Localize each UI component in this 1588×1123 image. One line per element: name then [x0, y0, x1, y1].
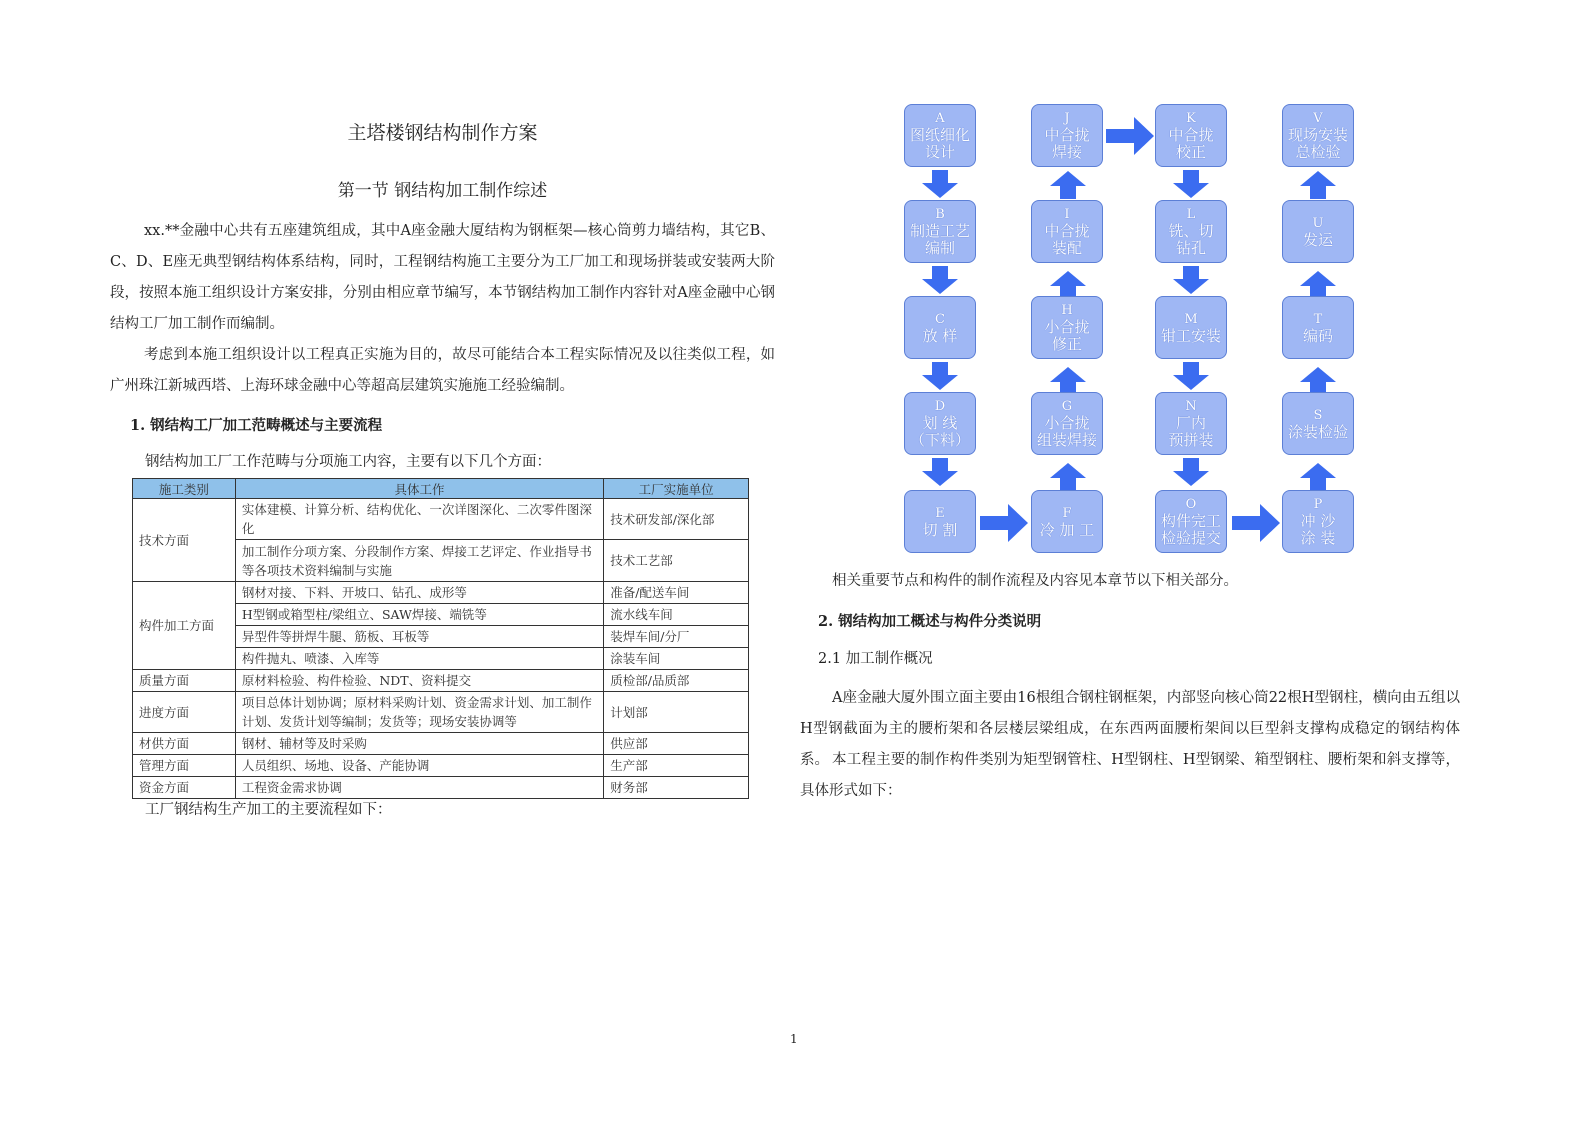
document-title: 主塔楼钢结构制作方案: [347, 122, 538, 144]
flow-box-text: 预拼装: [1168, 431, 1214, 449]
category-cell: 技术方面: [133, 499, 236, 582]
work-cell: 人员组织、场地、设备、产能协调: [235, 755, 603, 777]
flow-box-letter: H: [1061, 303, 1073, 318]
flow-box-d: [904, 392, 976, 455]
arrow-down: [1173, 170, 1209, 198]
work-cell: 钢材对接、下料、开坡口、钻孔、成形等: [235, 582, 603, 604]
heading-2: 2. 钢结构加工概述与构件分类说明: [818, 613, 1042, 630]
arrow-up: [1050, 367, 1086, 395]
flow-box-g: [1031, 392, 1103, 455]
flow-box-letter: G: [1061, 399, 1073, 414]
arrow-down: [922, 266, 958, 294]
unit-cell: 生产部: [604, 755, 749, 777]
work-cell: 构件抛丸、喷漆、入库等: [235, 648, 603, 670]
flow-box-text: 切 割: [922, 520, 958, 539]
flow-box-text: 中合拢: [1168, 126, 1214, 144]
flow-box-text: 制造工艺: [909, 222, 970, 240]
flow-box-text: 厂内: [1175, 414, 1206, 432]
unit-cell: 涂装车间: [604, 648, 749, 670]
heading-1: 1. 钢结构工厂加工范畴概述与主要流程: [130, 417, 383, 434]
flow-box-s: [1282, 392, 1354, 455]
flow-box-j: [1031, 104, 1103, 167]
unit-cell: 质检部/品质部: [604, 670, 749, 692]
arrow-up: [1050, 271, 1086, 299]
flow-box-text: 铣、切: [1168, 222, 1214, 240]
flow-box-text: 图纸细化: [909, 126, 970, 144]
flow-box-letter: N: [1185, 399, 1197, 414]
flow-box-text: 钻孔: [1175, 239, 1206, 257]
flow-box-letter: M: [1184, 311, 1198, 327]
unit-cell: 装焊车间/分厂: [604, 626, 749, 648]
flow-box-letter: E: [935, 505, 945, 521]
work-cell: 钢材、辅材等及时采购: [235, 733, 603, 755]
table-header: 具体工作: [235, 479, 603, 499]
arrow-up: [1300, 463, 1336, 491]
flow-box-l: [1155, 200, 1227, 263]
scope-table: [132, 478, 749, 799]
arrow-down: [922, 362, 958, 390]
arrow-right: [1232, 504, 1280, 542]
category-cell: 管理方面: [133, 755, 236, 777]
flow-box-text: 发运: [1302, 230, 1333, 249]
unit-cell: 技术工艺部: [604, 540, 749, 582]
category-cell: 构件加工方面: [133, 582, 236, 670]
flow-box-letter: B: [935, 207, 945, 222]
unit-cell: 供应部: [604, 733, 749, 755]
arrow-up: [1300, 367, 1336, 395]
intro-paragraph-1: xx.**金融中心共有五座建筑组成，其中A座金融大厦结构为钢框架—核心筒剪力墙结构，其它B、C、D、E座无典型钢结构体系结构，同时，工程钢结构施工主要分为工厂加工和现场拼装或安装两大阶段，按照本施工组织设计方案安排，分别由相应章节编写，本节钢结构加工制作内容针对A座金融中心钢结构工厂加工制作而编制。: [110, 223, 775, 332]
flow-box-letter: L: [1186, 207, 1196, 222]
scope-intro: 钢结构加工厂工作范畴与分项施工内容，主要有以下几个方面：: [145, 454, 551, 470]
arrow-down: [922, 170, 958, 198]
arrow-down: [1173, 362, 1209, 390]
flow-box-b: [904, 200, 976, 263]
arrow-up: [1300, 171, 1336, 199]
table-header: 施工类别: [133, 479, 236, 499]
flow-box-p: [1282, 490, 1354, 553]
work-cell: 加工制作分项方案、分段制作方案、焊接工艺评定、作业指导书等各项技术资料编制与实施: [235, 540, 603, 582]
flow-box-text: 装配: [1051, 239, 1082, 257]
flow-box-f: [1031, 490, 1103, 553]
flow-box-letter: K: [1186, 111, 1196, 126]
flow-box-e: [904, 490, 976, 553]
subheading-2-1: 2.1 加工制作概况: [818, 651, 933, 667]
arrow-up: [1050, 463, 1086, 491]
flow-box-text: 现场安装: [1287, 126, 1348, 144]
flow-box-text: 钳工安装: [1160, 326, 1221, 345]
work-cell: 实体建模、计算分析、结构优化、一次详图深化、二次零件图深化: [235, 499, 603, 540]
category-cell: 质量方面: [133, 670, 236, 692]
work-cell: 原材料检验、构件检验、NDT、资料提交: [235, 670, 603, 692]
category-cell: 进度方面: [133, 692, 236, 733]
unit-cell: 计划部: [604, 692, 749, 733]
flow-box-text: 设计: [924, 143, 955, 161]
flow-box-m: [1155, 296, 1227, 359]
flow-box-t: [1282, 296, 1354, 359]
flow-box-letter: J: [1064, 111, 1070, 126]
flow-box-k: [1155, 104, 1227, 167]
flow-box-text: 焊接: [1051, 143, 1082, 161]
flow-box-text: 涂 装: [1300, 529, 1336, 547]
work-cell: H型钢或箱型柱/梁组立、SAW焊接、端铣等: [235, 604, 603, 626]
category-cell: 材供方面: [133, 733, 236, 755]
flow-box-letter: V: [1313, 111, 1323, 126]
flow-box-letter: O: [1185, 497, 1197, 512]
flow-box-text: （下料）: [909, 431, 970, 449]
unit-cell: 技术研发部/深化部: [604, 499, 749, 540]
arrow-down: [922, 458, 958, 486]
flow-box-o: [1155, 490, 1227, 553]
flow-box-text: 校正: [1175, 143, 1206, 161]
flow-box-text: 冲 沙: [1300, 512, 1336, 530]
flow-box-letter: I: [1064, 207, 1070, 222]
unit-cell: 准备/配送车间: [604, 582, 749, 604]
flow-box-n: [1155, 392, 1227, 455]
arrow-down: [1173, 266, 1209, 294]
flow-box-text: 放 样: [922, 326, 958, 345]
arrow-right: [1106, 117, 1154, 155]
arrow-right: [980, 504, 1028, 542]
flow-box-h: [1031, 296, 1103, 359]
work-cell: 工程资金需求协调: [235, 777, 603, 799]
page-number: 1: [790, 1032, 798, 1046]
flow-box-text: 修正: [1051, 335, 1082, 353]
flow-box-letter: T: [1313, 311, 1323, 327]
flow-box-letter: F: [1062, 505, 1072, 521]
flow-box-text: 总检验: [1295, 143, 1341, 161]
flow-box-letter: P: [1313, 497, 1323, 512]
flow-box-text: 冷 加 工: [1039, 520, 1095, 539]
unit-cell: 财务部: [604, 777, 749, 799]
flow-box-i: [1031, 200, 1103, 263]
flow-box-text: 检验提交: [1160, 529, 1221, 547]
arrow-up: [1050, 171, 1086, 199]
flow-box-letter: D: [934, 399, 946, 414]
flow-intro: 工厂钢结构生产加工的主要流程如下：: [145, 802, 392, 818]
flow-box-text: 组装焊接: [1036, 431, 1097, 449]
flow-note: 相关重要节点和构件的制作流程及内容见本章节以下相关部分。: [832, 573, 1238, 589]
overview-paragraph-2: 本工程主要的制作构件类别为矩型钢管柱、H型钢柱、H型钢梁、箱型钢柱、腰桁架和斜支撑等，具体形式如下：: [800, 752, 1460, 799]
arrow-up: [1300, 271, 1336, 299]
work-cell: 异型件等拼焊牛腿、筋板、耳板等: [235, 626, 603, 648]
flow-box-text: 编制: [924, 239, 955, 257]
flow-box-c: [904, 296, 976, 359]
flow-box-v: [1282, 104, 1354, 167]
intro-paragraph-2: 考虑到本施工组织设计以工程真正实施为目的，故尽可能结合本工程实际情况及以往类似工程，如广州珠江新城西塔、上海环球金融中心等超高层建筑实施施工经验编制。: [110, 347, 775, 394]
flow-box-text: 中合拢: [1044, 222, 1090, 240]
flow-box-letter: U: [1312, 215, 1324, 231]
flow-box-text: 构件完工: [1160, 512, 1221, 530]
table-header: 工厂实施单位: [604, 479, 749, 499]
flow-box-letter: A: [935, 111, 945, 126]
overview-paragraph-1: A座金融大厦外围立面主要由16根组合钢柱钢框架，内部竖向核心筒22根H型钢柱，横向由五组以H型钢截面为主的腰桁架和各层楼层梁组成，在东西两面腰桁架间以巨型斜支撑构成稳定的钢结构体系。: [800, 690, 1460, 768]
flow-box-letter: C: [935, 311, 945, 327]
flow-box-text: 编码: [1302, 326, 1333, 345]
section-title: 第一节 钢结构加工制作综述: [337, 181, 548, 201]
flow-box-u: [1282, 200, 1354, 263]
flow-box-text: 中合拢: [1044, 126, 1090, 144]
flow-box-text: 涂装检验: [1287, 422, 1348, 441]
category-cell: 资金方面: [133, 777, 236, 799]
arrow-down: [1173, 458, 1209, 486]
unit-cell: 流水线车间: [604, 604, 749, 626]
flow-box-text: 划 线: [922, 414, 958, 432]
flow-box-text: 小合拢: [1044, 414, 1090, 432]
work-cell: 项目总体计划协调；原材料采购计划、资金需求计划、加工制作计划、发货计划等编制；发货等；现场安装协调等: [235, 692, 603, 733]
flow-box-letter: S: [1313, 407, 1323, 423]
flow-box-a: [904, 104, 976, 167]
flow-box-text: 小合拢: [1044, 318, 1090, 336]
